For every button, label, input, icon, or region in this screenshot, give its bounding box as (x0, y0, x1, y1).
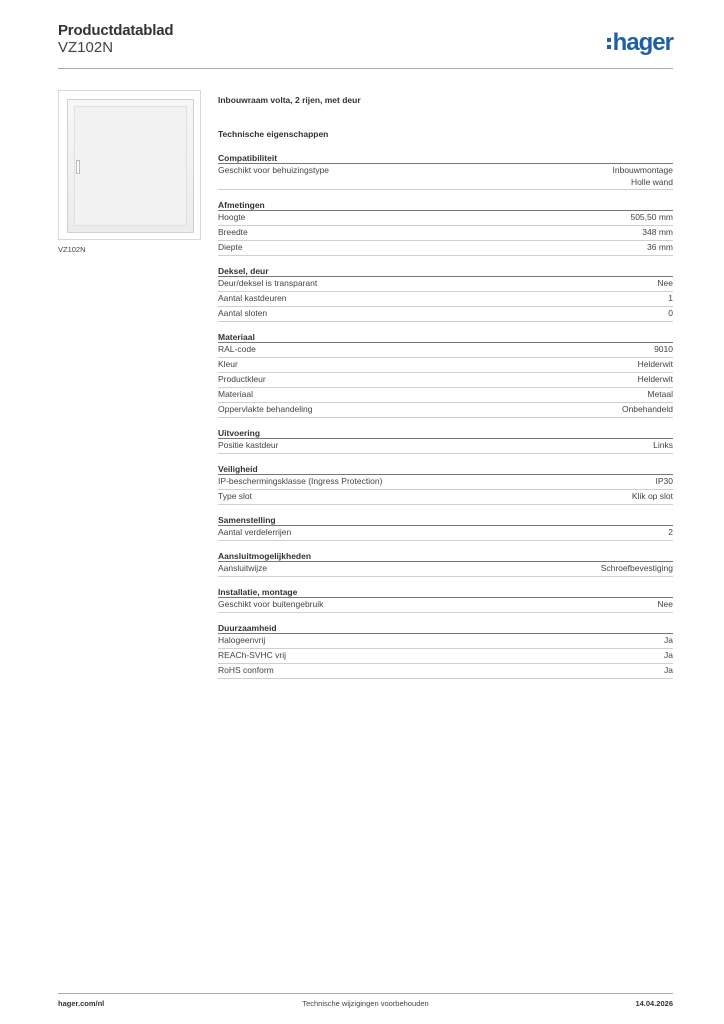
spec-group-title: Veiligheid (218, 464, 673, 475)
spec-row (218, 475, 673, 490)
image-caption: VZ102N (58, 245, 86, 254)
spec-value-line: Ja (664, 650, 673, 660)
spec-value-line: 348 mm (642, 227, 673, 237)
spec-group (218, 551, 673, 577)
spec-value (642, 227, 673, 239)
spec-label: Positie kastdeur (218, 440, 279, 450)
spec-row (218, 343, 673, 358)
spec-value-line: Nee (657, 599, 673, 609)
page-header (58, 22, 673, 70)
spec-row (218, 598, 673, 613)
spec-label: REACh-SVHC vrij (218, 650, 287, 660)
spec-group (218, 428, 673, 454)
spec-value (630, 212, 673, 224)
spec-row (218, 526, 673, 541)
spec-value (664, 665, 673, 677)
spec-group (218, 266, 673, 322)
product-code: VZ102N (58, 39, 114, 56)
spec-value-line: Metaal (647, 389, 673, 399)
spec-group (218, 623, 673, 679)
spec-value-line: 1 (668, 293, 673, 303)
spec-group (218, 587, 673, 613)
spec-group-title: Compatibiliteit (218, 153, 673, 164)
spec-value-line: Ja (664, 665, 673, 675)
spec-row (218, 649, 673, 664)
spec-label: Geschikt voor buitengebruik (218, 599, 324, 609)
spec-row (218, 388, 673, 403)
spec-group-title: Samenstelling (218, 515, 673, 526)
spec-value-line: 36 mm (647, 242, 673, 252)
spec-group-title: Materiaal (218, 332, 673, 343)
spec-value (622, 404, 673, 416)
spec-group-title: Installatie, montage (218, 587, 673, 598)
spec-content (218, 95, 673, 679)
spec-row (218, 292, 673, 307)
spec-label: Aantal verdelerrijen (218, 527, 292, 537)
footer-date: 14.04.2026 (635, 999, 673, 1008)
spec-row (218, 373, 673, 388)
spec-value-line: Klik op slot (631, 491, 673, 501)
spec-value-line: 9010 (654, 344, 673, 354)
spec-value (664, 635, 673, 647)
spec-label: Halogeenvrij (218, 635, 266, 645)
spec-value (668, 527, 673, 539)
header-divider (58, 68, 673, 69)
spec-label: RAL-code (218, 344, 256, 354)
spec-value-line: Helderwit (637, 359, 673, 369)
spec-label: Aansluitwijze (218, 563, 268, 573)
spec-row (218, 634, 673, 649)
logo-text: hager (612, 29, 673, 56)
product-image (58, 90, 201, 240)
spec-row (218, 226, 673, 241)
spec-value-line: Schroefbevestiging (600, 563, 673, 573)
spec-value-line: Inbouwmontage (612, 165, 673, 175)
spec-label: Hoogte (218, 212, 246, 222)
spec-value (654, 344, 673, 356)
tech-heading: Technische eigenschappen (218, 129, 329, 139)
spec-row (218, 439, 673, 454)
spec-group (218, 332, 673, 418)
footer-divider (58, 993, 673, 994)
spec-value (638, 359, 673, 371)
spec-group-title: Duurzaamheid (218, 623, 673, 634)
spec-row (218, 403, 673, 418)
spec-value-line: Holle wand (630, 176, 673, 187)
spec-value (668, 308, 673, 320)
footer-website[interactable]: hager.com/nl (58, 999, 105, 1008)
spec-label: Oppervlakte behandeling (218, 404, 313, 414)
spec-row (218, 664, 673, 679)
spec-value-line: Nee (657, 278, 673, 288)
spec-label: Diepte (218, 242, 243, 252)
spec-label: Aantal sloten (218, 308, 268, 318)
page-footer (58, 999, 673, 1013)
spec-value (632, 491, 673, 503)
spec-group-title: Deksel, deur (218, 266, 673, 277)
spec-row (218, 307, 673, 322)
door-latch-icon (76, 160, 80, 174)
spec-value-line: Links (653, 440, 673, 450)
spec-value (656, 476, 674, 488)
spec-groups (218, 153, 673, 679)
spec-value (601, 563, 673, 575)
spec-label: Kleur (218, 359, 238, 369)
spec-row (218, 490, 673, 505)
spec-value (613, 165, 674, 188)
logo-dots-icon (607, 34, 611, 52)
spec-label: RoHS conform (218, 665, 274, 675)
door-panel-icon (67, 99, 194, 233)
spec-value-line: 2 (668, 527, 673, 537)
spec-group (218, 515, 673, 541)
spec-group-title: Aansluitmogelijkheden (218, 551, 673, 562)
spec-row (218, 211, 673, 226)
spec-value-line: Ja (664, 635, 673, 645)
spec-label: Materiaal (218, 389, 253, 399)
spec-value (668, 293, 673, 305)
spec-row (218, 358, 673, 373)
spec-label: Type slot (218, 491, 253, 501)
spec-value (647, 389, 673, 401)
spec-row (218, 164, 673, 190)
spec-value (647, 242, 673, 254)
spec-value (653, 440, 673, 452)
spec-label: Productkleur (218, 374, 266, 384)
spec-group (218, 464, 673, 505)
spec-value-line: Helderwit (637, 374, 673, 384)
hager-logo (607, 29, 673, 57)
spec-label: Aantal kastdeuren (218, 293, 287, 303)
spec-label: Geschikt voor behuizingstype (218, 165, 330, 175)
spec-value-line: Onbehandeld (621, 404, 673, 414)
spec-group-title: Uitvoering (218, 428, 673, 439)
footer-notice: Technische wijzigingen voorbehouden (302, 999, 429, 1008)
product-description: Inbouwraam volta, 2 rijen, met deur (218, 95, 361, 105)
spec-label: Breedte (218, 227, 248, 237)
spec-value (657, 599, 673, 611)
spec-row (218, 241, 673, 256)
spec-group (218, 200, 673, 256)
spec-group (218, 153, 673, 190)
spec-value (638, 374, 673, 386)
spec-row (218, 277, 673, 292)
document-title: Productdatablad (58, 22, 174, 39)
spec-group-title: Afmetingen (218, 200, 673, 211)
spec-value-line: IP30 (655, 476, 673, 486)
spec-label: Deur/deksel is transparant (218, 278, 318, 288)
spec-label: IP-beschermingsklasse (Ingress Protection) (218, 476, 383, 486)
spec-value-line: 505,50 mm (630, 212, 673, 222)
spec-row (218, 562, 673, 577)
spec-value (664, 650, 673, 662)
spec-value (657, 278, 673, 290)
spec-value-line: 0 (668, 308, 673, 318)
